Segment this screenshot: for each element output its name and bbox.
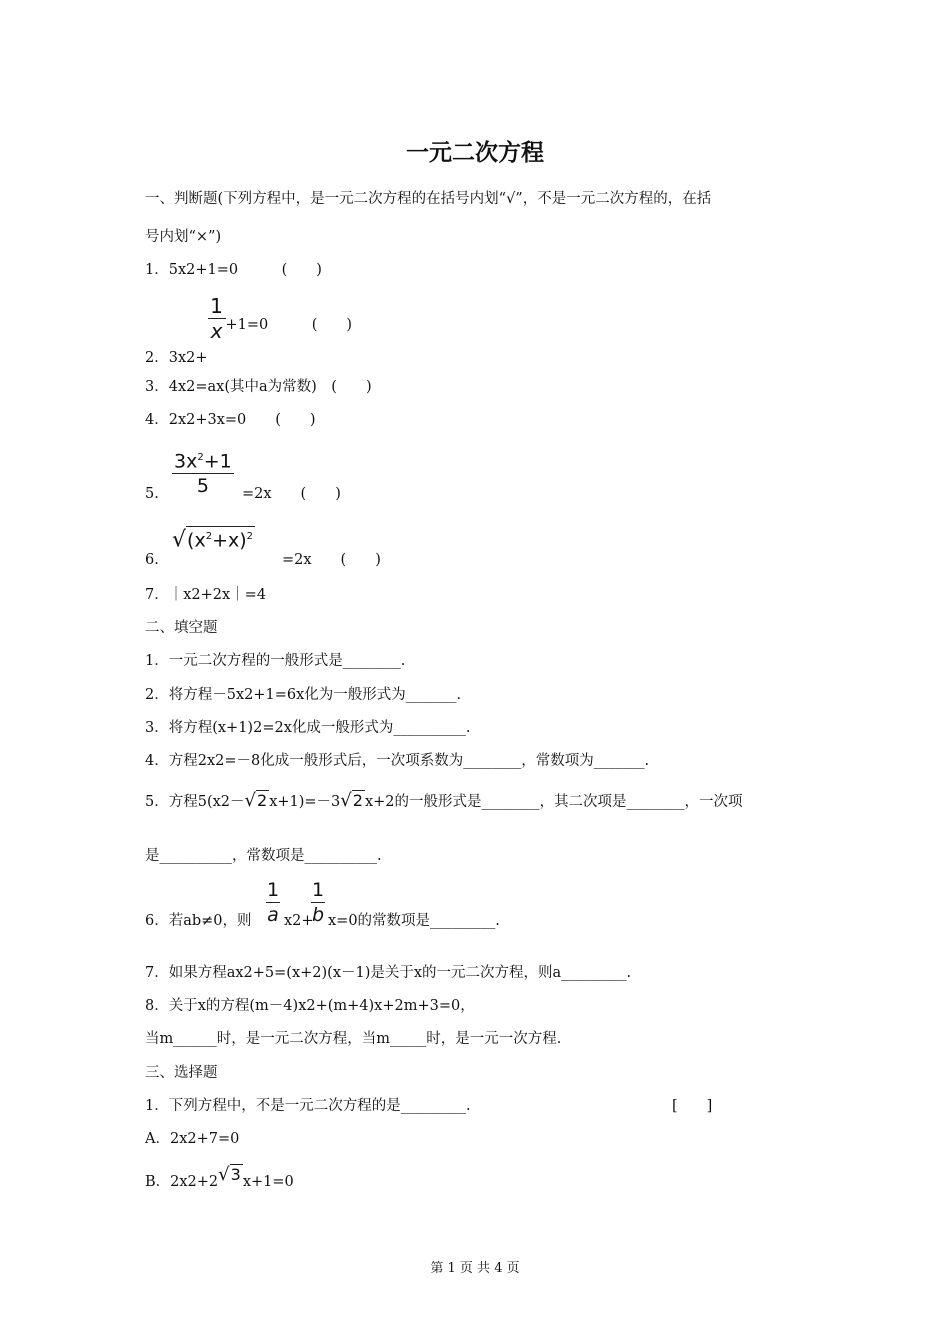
radical-sign: √ [172,527,187,553]
fraction-numerator: $3x^2+1$ [172,446,234,474]
s1-question-2 [145,294,353,366]
s2-question-3: 3．将方程(x+1)2=2x化成一般形式为__________. [145,720,471,736]
s1-question-7: 7．｜x2+2x｜=4 [145,587,267,603]
q5-suffix: =2x ( ) [242,486,341,502]
sqrt-2-icon: √2 [244,790,268,811]
s1-question-3: 3．4x2=ax(其中a为常数) ( ) [145,379,372,395]
s2-question-8-line1: 8．关于x的方程(m－4)x2+(m+4)x+2m+3=0， [145,998,475,1014]
q6-prefix: 6．若ab≠0，则 [145,913,252,929]
fraction-1-over-a: $\frac{1}{a}$ [266,879,280,926]
q6-prefix: 6. [145,552,159,568]
s1-question-4: 4．2x2+3x=0 ( ) [145,412,316,428]
fraction-numerator: 1 [208,294,226,319]
section2-heading: 二、填空题 [145,620,218,636]
s2-question-5 [145,790,743,812]
fraction-3x2-plus-1-over-5 [172,446,234,498]
q6-middle: x2+ [284,913,314,929]
q5-part-b: x+1)=－3 [269,794,341,810]
q5-prefix: 5. [145,486,159,502]
page-footer: 第 1 页 共 4 页 [430,1261,520,1276]
q5-part-c: x+2的一般形式是________，其二次项是________，一次项 [364,794,743,810]
section3-heading: 三、选择题 [145,1065,218,1081]
s2-question-4: 4．方程2x2=－8化成一般形式后，一次项系数为________，常数项为_______. [145,753,650,769]
s3-question-1: 1．下列方程中，不是一元二次方程的是_________. [145,1098,471,1114]
s2-question-1: 1．一元二次方程的一般形式是________. [145,653,406,669]
sqrt-2-icon: √2 [340,790,363,811]
s2-question-7: 7．如果方程ax2+5=(x+2)(x－1)是关于x的一元二次方程，则a_________. [145,965,632,981]
sqrt-3-icon: √3 [218,1164,241,1185]
section1-heading-line1: 一、判断题(下列方程中，是一元二次方程的在括号内划“√”，不是一元二次方程的，在括 [145,191,712,207]
s2-question-5-line2: 是__________，常数项是__________. [145,848,382,864]
s2-question-2: 2．将方程－5x2+1=6x化为一般形式为_______. [145,687,462,703]
fraction-1-over-b: $\frac{1}{b}$ [311,879,325,926]
fraction-denominator: 5 [196,475,209,498]
fraction-denominator: x [210,319,223,343]
s2-question-8-line2: 当m______时，是一元二次方程，当m_____时，是一元一次方程. [145,1031,562,1047]
answer-bracket: [ ] [672,1098,713,1114]
s1-question-1: 1．5x2+1=0 ( ) [145,262,322,278]
radicand: $(x^2+x)^2$ [186,526,255,550]
option-b: B．2x2+2√3 x+1=0 [145,1164,294,1190]
q6-suffix: x=0的常数项是_________. [328,913,500,929]
q5-part-a: 5．方程5(x2－ [145,794,245,810]
sqrt-expression [172,526,255,553]
q2-prefix: 2．3x2+ [145,349,208,366]
section1-heading-line2: 号内划“×”) [145,229,222,245]
q6-suffix: =2x ( ) [282,552,381,568]
option-a: A．2x2+7=0 [145,1131,240,1147]
q2-suffix: +1=0 ( ) [225,316,353,333]
fraction-1-over-x [208,294,226,343]
page-title: 一元二次方程 [406,140,544,166]
